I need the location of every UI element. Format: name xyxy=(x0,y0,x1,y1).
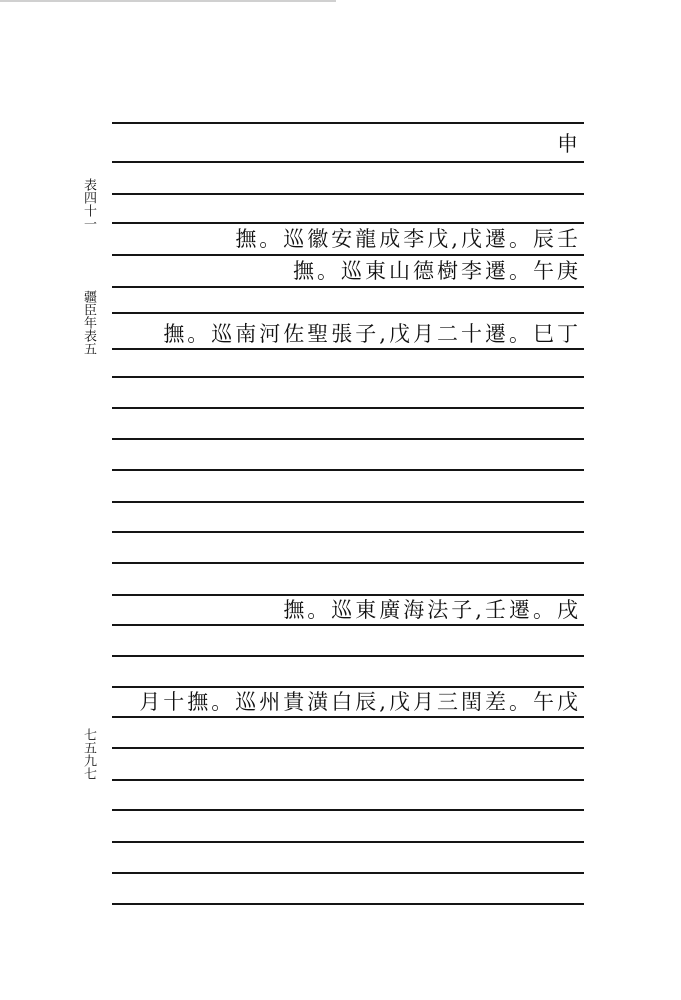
table-rule xyxy=(112,809,584,811)
margin-title: 表四十一 xyxy=(81,178,96,230)
table-rule xyxy=(112,624,584,626)
table-rule xyxy=(112,407,584,409)
table-rule xyxy=(112,686,584,688)
table-rule xyxy=(112,903,584,905)
table-row: 撫。巡徽安龍成李戊,戊遷。辰壬 xyxy=(235,227,581,251)
table-rule xyxy=(112,562,584,564)
table-rule xyxy=(112,716,584,718)
table-row: 月十撫。巡州貴潢白辰,戊月三閏差。午戊 xyxy=(139,690,581,714)
table-rule xyxy=(112,122,584,124)
table-rule xyxy=(112,655,584,657)
table-row: 撫。巡東廣海法子,壬遷。戌 xyxy=(283,598,581,622)
table-rule xyxy=(112,286,584,288)
table-rule xyxy=(112,531,584,533)
margin-subtitle: 疆臣年表五 xyxy=(81,290,96,355)
table-row: 撫。巡東山德樹李遷。午庚 xyxy=(293,259,581,283)
table-row: 撫。巡南河佐聖張子,戊月二十遷。巳丁 xyxy=(163,322,581,346)
table-rule xyxy=(112,841,584,843)
table-rule xyxy=(112,222,584,224)
page-number: 七五九七 xyxy=(81,728,96,780)
table-rule xyxy=(112,438,584,440)
table-rule xyxy=(112,747,584,749)
table-rule xyxy=(112,872,584,874)
table-rule xyxy=(112,779,584,781)
table-rule xyxy=(112,501,584,503)
table-rule xyxy=(112,161,584,163)
table-rule xyxy=(112,376,584,378)
table-row: 申 xyxy=(557,132,581,156)
table-rule xyxy=(112,254,584,256)
top-edge-rule xyxy=(0,0,336,2)
table-rule xyxy=(112,348,584,350)
table-rule xyxy=(112,193,584,195)
table-rule xyxy=(112,469,584,471)
table-rule xyxy=(112,312,584,314)
table-rule xyxy=(112,594,584,596)
